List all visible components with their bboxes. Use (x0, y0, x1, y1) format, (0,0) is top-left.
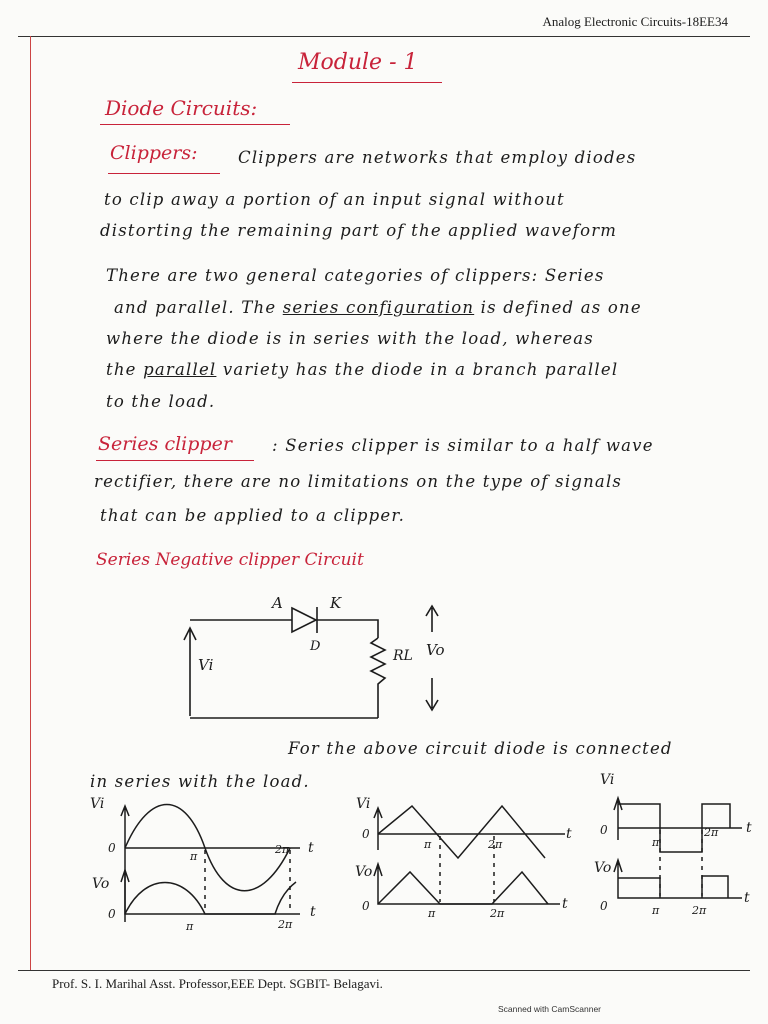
g2-t-top: t (566, 826, 572, 842)
categories-line-2 (114, 298, 642, 317)
module-title: Module - 1 (298, 50, 418, 75)
g2-vi-label: Vi (356, 796, 371, 812)
g1-vo-label: Vo (92, 876, 110, 892)
negative-clipper-heading: Series Negative clipper Circuit (96, 550, 364, 570)
g1-2pi-top: 2π (275, 843, 290, 856)
vi-label: Vi (198, 656, 214, 674)
sq-vo-wave (618, 876, 728, 898)
g2-2pi-top: 2π (488, 838, 503, 851)
diode-symbol (292, 607, 317, 633)
categories-line-3: where the diode is in series with the load, whereas (106, 329, 594, 348)
g3-pi-top: π (652, 836, 660, 849)
g3-vo-label: Vo (594, 860, 612, 876)
vi-arrow (184, 628, 196, 716)
series-configuration-term: series configuration (282, 298, 475, 317)
cathode-label: K (330, 594, 342, 612)
note-line-2: in series with the load. (90, 772, 310, 791)
g3-t-bottom: t (744, 890, 750, 906)
categories-line-1: There are two general categories of clippers: Series (106, 266, 605, 285)
top-wire-right (317, 620, 378, 638)
g2-2pi-bottom: 2π (490, 907, 505, 920)
categories-line-2a: and parallel. The (114, 298, 277, 317)
sq-vi-wave (618, 804, 730, 852)
g3-zero-top: 0 (600, 823, 608, 837)
g1-vi-label: Vi (90, 796, 105, 812)
tri-vi-wave (378, 806, 545, 858)
g2-zero-bottom: 0 (362, 899, 370, 913)
sq-vi-axes (614, 798, 742, 840)
clippers-line-1: Clippers are networks that employ diodes (238, 148, 637, 167)
top-rule (18, 36, 750, 37)
sq-guides (660, 830, 702, 896)
g3-vi-label: Vi (600, 772, 615, 788)
anode-label: A (272, 594, 283, 612)
diode-label: D (310, 639, 321, 654)
series-clipper-line-3: that can be applied to a clipper. (100, 506, 406, 525)
g2-t-bottom: t (562, 896, 568, 912)
vo-label: Vo (426, 641, 445, 659)
note-line-1: For the above circuit diode is connected (288, 739, 673, 758)
sine-vi-wave (125, 805, 290, 891)
categories-line-4 (106, 360, 618, 379)
sine-vi-axes (121, 806, 300, 922)
clippers-underline (108, 173, 220, 174)
rl-label: RL (393, 648, 413, 664)
tri-vo-axes (374, 864, 560, 904)
g1-pi-top: π (190, 850, 198, 863)
resistor-rl (371, 638, 385, 718)
heading-underline (100, 124, 290, 125)
g3-2pi-bottom: 2π (692, 904, 707, 917)
title-underline (292, 82, 442, 83)
course-header: Analog Electronic Circuits-18EE34 (542, 14, 728, 29)
g1-2pi-bottom: 2π (278, 918, 293, 931)
series-clipper-label: Series clipper (98, 433, 232, 455)
clippers-line-2: to clip away a portion of an input signal without (104, 190, 565, 209)
vo-arrow-top (426, 606, 438, 632)
g1-zero-top: 0 (108, 841, 116, 855)
categories-line-2b: is defined as one (480, 298, 642, 317)
vo-arrow-bottom (426, 678, 438, 710)
g3-pi-bottom: π (652, 904, 660, 917)
g3-t-top: t (746, 820, 752, 836)
g2-pi-top: π (424, 838, 432, 851)
g3-2pi-top: 2π (704, 826, 719, 839)
parallel-term: parallel (143, 360, 217, 379)
tri-vo-wave (378, 872, 548, 904)
margin-line (30, 36, 31, 970)
categories-line-4b: variety has the diode in a branch parallel (222, 360, 619, 379)
g3-zero-bottom: 0 (600, 899, 608, 913)
bottom-rule (18, 970, 750, 971)
tri-guides (440, 836, 494, 902)
g2-pi-bottom: π (428, 907, 436, 920)
series-clipper-line-2: rectifier, there are no limitations on the type of signals (94, 472, 623, 491)
g1-t-top: t (308, 840, 314, 856)
g2-vo-label: Vo (355, 864, 373, 880)
clippers-line-3: distorting the remaining part of the applied waveform (100, 221, 618, 240)
categories-line-4a: the (106, 360, 137, 379)
g1-t-bottom: t (310, 904, 316, 920)
sq-vo-axes (614, 860, 742, 898)
series-clipper-line-1: : Series clipper is similar to a half wave (272, 436, 654, 455)
g1-zero-bottom: 0 (108, 907, 116, 921)
g2-zero-top: 0 (362, 827, 370, 841)
g1-pi-bottom: π (186, 920, 194, 933)
section-heading: Diode Circuits: (105, 96, 258, 120)
scanner-watermark: Scanned with CamScanner (498, 1004, 602, 1014)
sine-vo-wave (125, 882, 296, 914)
series-clipper-underline (96, 460, 254, 461)
categories-line-5: to the load. (106, 392, 216, 411)
tri-vi-axes (374, 808, 565, 850)
sine-guides (205, 850, 290, 912)
clippers-label: Clippers: (110, 142, 198, 164)
footer-author: Prof. S. I. Marihal Asst. Professor,EEE Dept. SGBIT- Belagavi. (52, 976, 383, 991)
sine-vo-axes (121, 870, 300, 914)
